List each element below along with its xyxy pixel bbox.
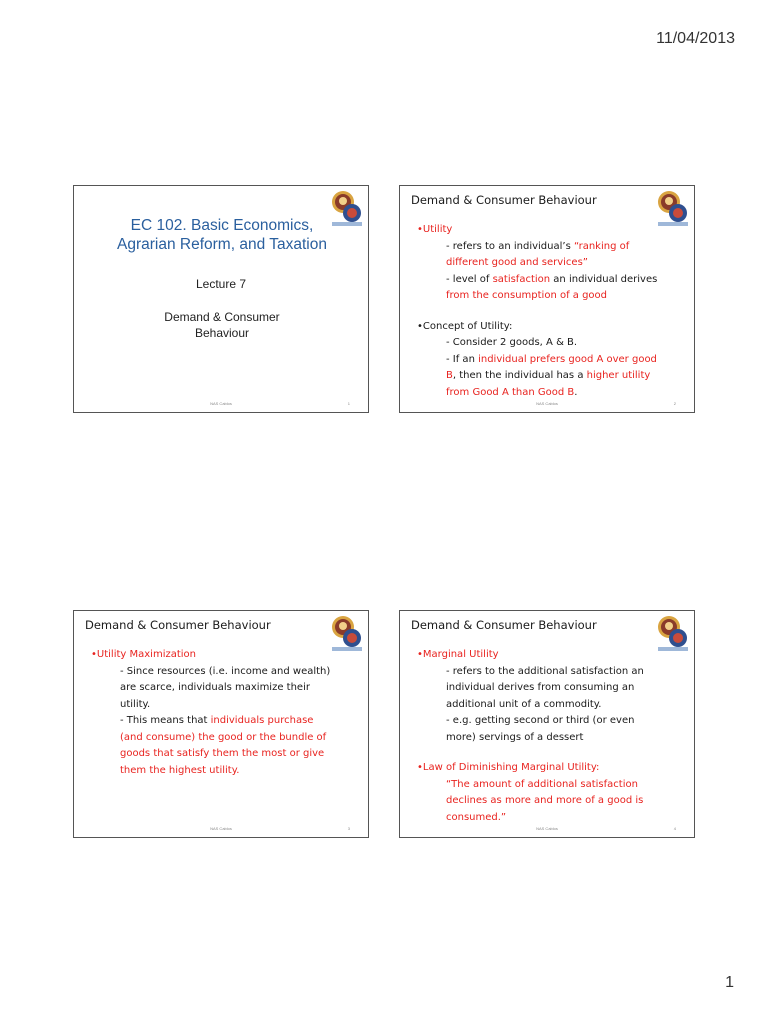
bullet-utility-maximization [91, 647, 356, 664]
slide-utility-maximization [73, 610, 369, 838]
text-line: - Consider 2 goods, A & B. [446, 337, 578, 348]
text-line: - Since resources (i.e. income and wealth) [120, 665, 331, 677]
highlight-span: B [446, 370, 453, 381]
slide-footer-author: NAS Cablos [210, 401, 232, 406]
page-date: 11/04/2013 [656, 30, 735, 47]
bullet-label: Utility [422, 224, 453, 235]
quote-line: “The amount of additional satisfaction [446, 778, 638, 790]
text-line: goods that satisfy them the most or give [120, 748, 325, 759]
bullet-utility [417, 222, 682, 239]
slide-heading: Demand & Consumer Behaviour [85, 618, 271, 632]
slide-heading: Demand & Consumer Behaviour [411, 193, 597, 207]
lecture-topic-line: Behaviour [194, 326, 250, 340]
text-line [417, 385, 682, 402]
bullet-marker: • [417, 762, 423, 773]
text-line: from the consumption of a good [446, 290, 608, 301]
quote-line: consumed.” [446, 811, 507, 823]
text-line: are scarce, individuals maximize their [120, 682, 310, 693]
slide-footer-author: NAS Cablos [210, 826, 232, 831]
text-line: different good and services” [446, 257, 588, 268]
text-span: - This means that [120, 715, 211, 726]
text-line: - refers to the additional satisfaction an [446, 665, 644, 677]
slide-body [417, 647, 682, 826]
bullet-concept-of-utility: •Concept of Utility: [417, 320, 513, 332]
slide-footer-number: 3 [347, 826, 350, 831]
slide-footer-author: NAS Cablos [536, 401, 558, 406]
text-span: . [574, 386, 578, 398]
text-line: individual derives from consuming an [446, 682, 635, 693]
page-number: 1 [725, 974, 734, 991]
text-line: (and consume) the good or the bundle of [120, 731, 327, 743]
course-title [84, 216, 360, 254]
slide-footer-number: 2 [673, 401, 676, 406]
slide-title [73, 185, 369, 413]
text-line: them the highest utility. [120, 764, 240, 776]
text-line: - e.g. getting second or third (or even [446, 715, 635, 726]
text-line [417, 239, 682, 256]
text-line: utility. [120, 698, 151, 710]
lecture-topic [114, 309, 330, 341]
bullet-law-of-diminishing-marginal-utility [417, 760, 682, 777]
lecture-topic-line: Demand & Consumer [164, 310, 280, 324]
highlight-span: individuals purchase [210, 715, 314, 726]
slide-body [91, 647, 356, 779]
highlight-span: “ranking of [573, 240, 630, 252]
highlight-span: from Good A than Good B [446, 386, 575, 398]
bullet-marker: • [417, 224, 423, 235]
bullet-marker: • [91, 649, 97, 660]
highlight-span: higher utility [586, 370, 651, 381]
bullet-label: Marginal Utility [422, 649, 499, 660]
bullet-label: Law of Diminishing Marginal Utility: [422, 762, 600, 773]
text-line [91, 713, 356, 730]
text-line [417, 272, 682, 289]
slide-marginal-utility [399, 610, 695, 838]
bullet-marginal-utility [417, 647, 682, 664]
slide-heading: Demand & Consumer Behaviour [411, 618, 597, 632]
slide-footer-number: 4 [673, 826, 676, 831]
slide-footer-author: NAS Cablos [536, 826, 558, 831]
quote-line: declines as more and more of a good is [446, 795, 644, 806]
bullet-marker: • [417, 649, 423, 660]
text-line: more) servings of a dessert [446, 731, 584, 743]
text-line: additional unit of a commodity. [446, 698, 602, 710]
text-span: , then the individual has a [452, 370, 587, 381]
lecture-number: Lecture 7 [195, 277, 247, 291]
course-title-line: EC 102. Basic Economics, [130, 217, 314, 234]
course-title-line: Agrarian Reform, and Taxation [117, 236, 327, 253]
text-span: an individual derives [550, 273, 658, 285]
text-span: - If an [446, 353, 479, 365]
slide-body [417, 222, 682, 401]
text-line [417, 368, 682, 385]
bullet-label: Utility Maximization [96, 649, 197, 660]
slide-footer-number: 1 [347, 401, 350, 406]
slide-utility [399, 185, 695, 413]
text-line [417, 352, 682, 369]
highlight-span: satisfaction [492, 273, 551, 285]
highlight-span: individual prefers good A over good [478, 353, 657, 365]
text-span: - refers to an individual’s [446, 240, 574, 252]
text-span: - level of [446, 273, 493, 285]
